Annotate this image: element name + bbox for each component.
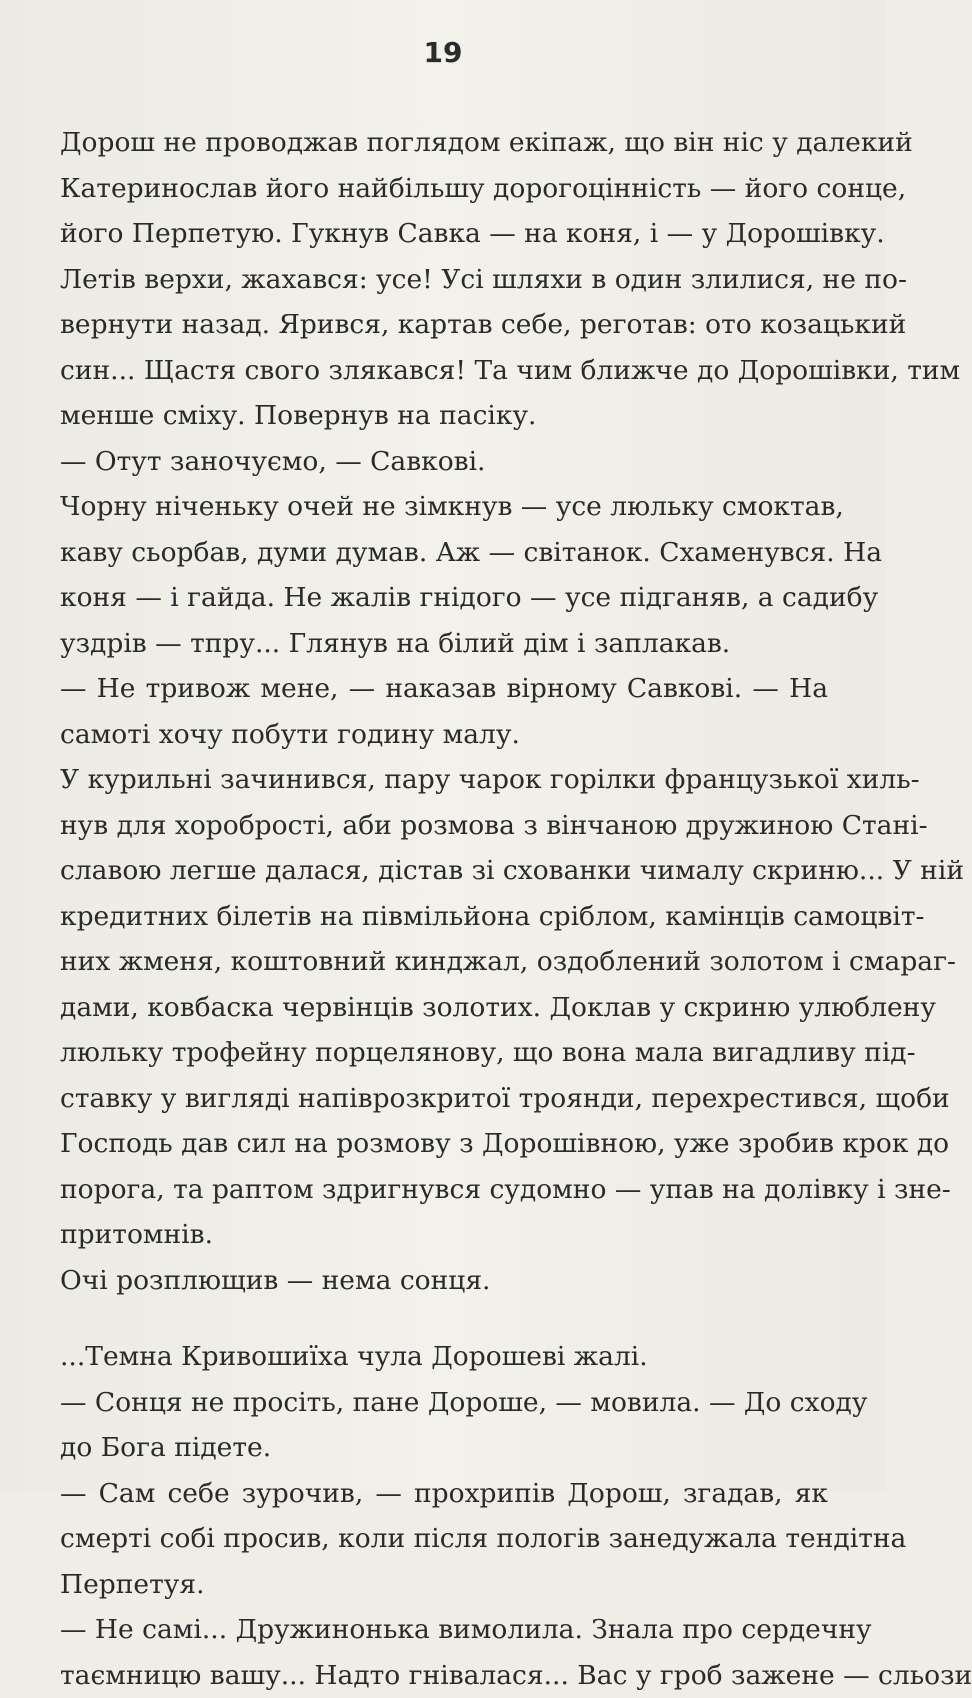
text-line: кредитних білетів на півмільйона сріблом, камінців самоцвіт- (60, 894, 828, 940)
text-line: нув для хоробрості, аби розмова з вінчаною дружиною Стані- (60, 803, 828, 849)
text-line: — Сам себе зурочив, — прохрипів Дорош, згадав, як (60, 1471, 828, 1517)
text-line: Дорош не проводжав поглядом екіпаж, що він ніс у далекий (60, 120, 828, 166)
text-line: уздрів — тпру... Глянув на білий дім і заплакав. (60, 621, 828, 667)
text-line: таємницю вашу... Надто гнівалася... Вас у гроб зажене — сльози (60, 1653, 828, 1698)
body-text (60, 120, 828, 1698)
section-gap (60, 1303, 828, 1334)
text-line: порога, та раптом здригнувся судомно — упав на долівку і зне- (60, 1167, 828, 1213)
text-line: син... Щастя свого злякався! Та чим ближче до Дорошівки, тим (60, 348, 828, 394)
text-line: них жменя, коштовний кинджал, оздоблений золотом і смараг- (60, 939, 828, 985)
text-line: каву сьорбав, думи думав. Аж — світанок. Схаменувся. На (60, 530, 828, 576)
text-line: коня — і гайда. Не жалів гнідого — усе підганяв, а садибу (60, 575, 828, 621)
text-line: самоті хочу побути годину малу. (60, 712, 828, 758)
text-line: — Не самі... Дружинонька вимолила. Знала про сердечну (60, 1607, 828, 1653)
text-line: — Отут заночуємо, — Савкові. (60, 439, 828, 485)
text-line: менше сміху. Повернув на пасіку. (60, 393, 828, 439)
text-line: Очі розплющив — нема сонця. (60, 1258, 828, 1304)
text-line: притомнів. (60, 1212, 828, 1258)
text-line: смерті собі просив, коли після пологів занедужала тендітна (60, 1516, 828, 1562)
text-line: славою легше далася, дістав зі схованки чималу скриню... У ній (60, 848, 828, 894)
text-line: — Сонця не просіть, пане Дороше, — мовила. — До сходу (60, 1380, 828, 1426)
page-number: 19 (0, 36, 886, 69)
text-line: Летів верхи, жахався: усе! Усі шляхи в один злилися, не по- (60, 257, 828, 303)
text-line: Господь дав сил на розмову з Дорошівною, уже зробив крок до (60, 1121, 828, 1167)
text-line: — Не тривож мене, — наказав вірному Савкові. — На (60, 666, 828, 712)
text-line: вернути назад. Ярився, картав себе, реготав: ото козацький (60, 302, 828, 348)
text-line: дами, ковбаска червінців золотих. Доклав у скриню улюблену (60, 985, 828, 1031)
text-line: ставку у вигляді напіврозкритої троянди, перехрестився, щоби (60, 1076, 828, 1122)
text-line: люльку трофейну порцелянову, що вона мала вигадливу під- (60, 1030, 828, 1076)
text-line: Катеринослав його найбільшу дорогоцінність — його сонце, (60, 166, 828, 212)
text-line: У курильні зачинився, пару чарок горілки французької хиль- (60, 757, 828, 803)
text-line: ...Темна Кривошиїха чула Дорошеві жалі. (60, 1334, 828, 1380)
text-line: Чорну нiченьку очей не зімкнув — усе люльку смоктав, (60, 484, 828, 530)
text-line: його Перпетую. Гукнув Савка — на коня, і — у Дорошівку. (60, 211, 828, 257)
text-line: до Бога підете. (60, 1425, 828, 1471)
text-line: Перпетуя. (60, 1562, 828, 1608)
